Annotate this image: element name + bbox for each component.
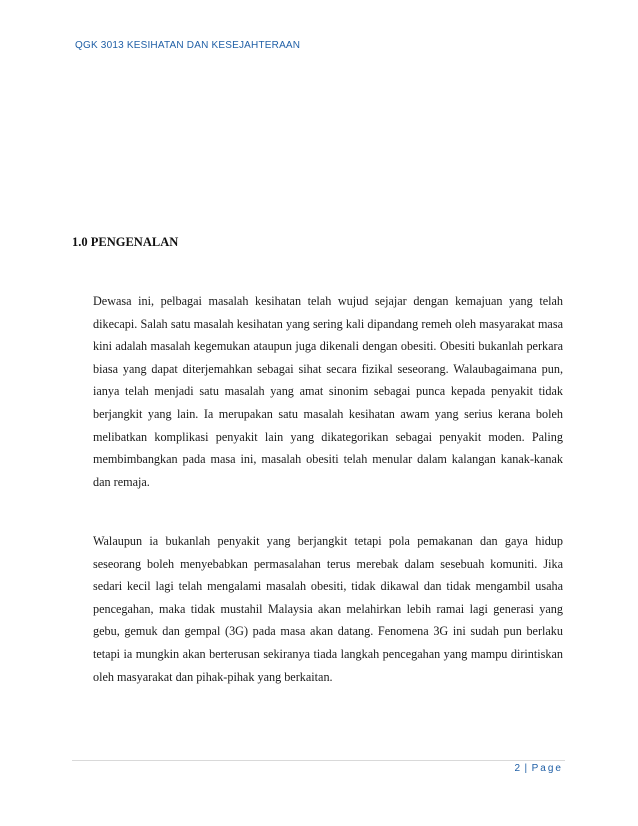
footer-separator: | [524, 763, 528, 774]
page-footer [514, 763, 563, 774]
page-label: Page [531, 763, 563, 774]
document-header: QGK 3013 KESIHATAN DAN KESEJAHTERAAN [75, 40, 301, 51]
page-number: 2 [514, 763, 521, 774]
footer-divider [72, 760, 565, 761]
paragraph-introduction: Dewasa ini, pelbagai masalah kesihatan telah wujud sejajar dengan kemajuan yang telah dikecapi. Salah satu masalah kesihatan yang sering kali dipandang remeh oleh masyarakat masa kini adalah masalah kegemukan ataupun juga dikenali dengan obesiti. Obesiti bukanlah perkara biasa yang dapat diterjemahkan sebagai sihat secara fizikal seseorang. Walaubagaimana pun, ianya telah menjadi satu masalah yang amat sinonim sebagai punca kepada penyakit tidak berjangkit yang lain. Ia merupakan satu masalah kesihatan awam yang serius kerana boleh melibatkan komplikasi penyakit lain yang dikategorikan sebagai penyakit moden. Paling membimbangkan pada masa ini, masalah obesiti telah menular dalam kalangan kanak-kanak dan remaja. [93, 294, 563, 489]
section-heading: 1.0 PENGENALAN [72, 235, 179, 249]
paragraph-prevention: Walaupun ia bukanlah penyakit yang berjangkit tetapi pola pemakanan dan gaya hidup seseorang boleh menyebabkan permasalahan terus merebak dalam sesebuah komuniti. Jika sedari kecil lagi telah mengalami masalah obesiti, tidak dikawal dan tidak mengambil usaha pencegahan, maka tidak mustahil Malaysia akan melahirkan lebih ramai lagi generasi yang gebu, gemuk dan gempal (3G) pada masa akan datang. Fenomena 3G ini sudah pun berlaku tetapi ia mungkin akan berterusan sekiranya tiada langkah pencegahan yang mampu dirintiskan oleh masyarakat dan pihak-pihak yang berkaitan. [93, 534, 563, 684]
